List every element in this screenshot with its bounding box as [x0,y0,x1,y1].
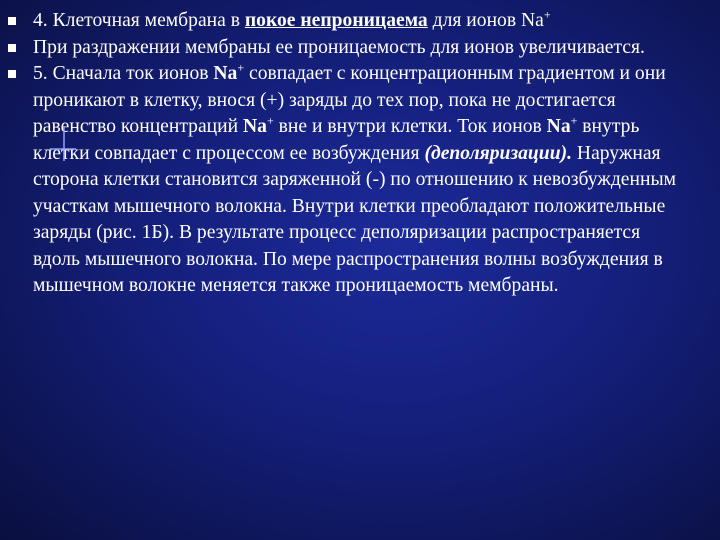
square-bullet-icon [8,17,16,25]
emphasized-term: (деполяризации). [424,142,573,164]
superscript-charge: + [543,7,551,22]
bold-text: Na [546,116,571,137]
bullet-item [0,61,690,300]
text-segment: Наружная сторона клетки становится заряженной (-) по отношению к невозбужденным участкам мышечного волокна. Внутри клетки преобладают положительные заряды (рис. 1Б). В результате процесс деполяризации распространяется вдоль мышечного волокна. По мере распространения волны возбуждения в мышечном волокне меняется также проницаемость мембраны. [33,142,677,296]
text-segment: для ионов Na [427,10,544,31]
square-bullet-icon [8,70,16,78]
text-segment: внутрь клетки совпадает с процессом ее возбуждения [33,116,640,164]
cursor-cross-mark [48,127,76,161]
bullet-list [0,8,690,300]
bullet-item [0,8,690,35]
superscript-charge: + [266,113,274,128]
text-segment: вне и внутри клетки. Ток ионов [273,116,547,137]
superscript-charge: + [237,60,245,75]
text-segment: 5. Сначала ток ионов [33,63,214,84]
square-bullet-icon [8,44,16,52]
superscript-charge: + [570,113,578,128]
text-segment: При раздражении мембраны ее проницаемость для ионов увеличивается. [33,36,645,58]
bullet-item [0,35,690,62]
text-segment: 4. Клеточная мембрана в [33,10,245,31]
underlined-text: покое непроницаема [244,10,428,31]
text-segment: совпадает с концентрационным градиентом и они проникают в клетку, внося (+) заряды до тех пор, пока не достигается равенство концентраций [33,63,666,137]
bold-text: Na [213,63,238,84]
bold-text: Na [243,116,267,137]
